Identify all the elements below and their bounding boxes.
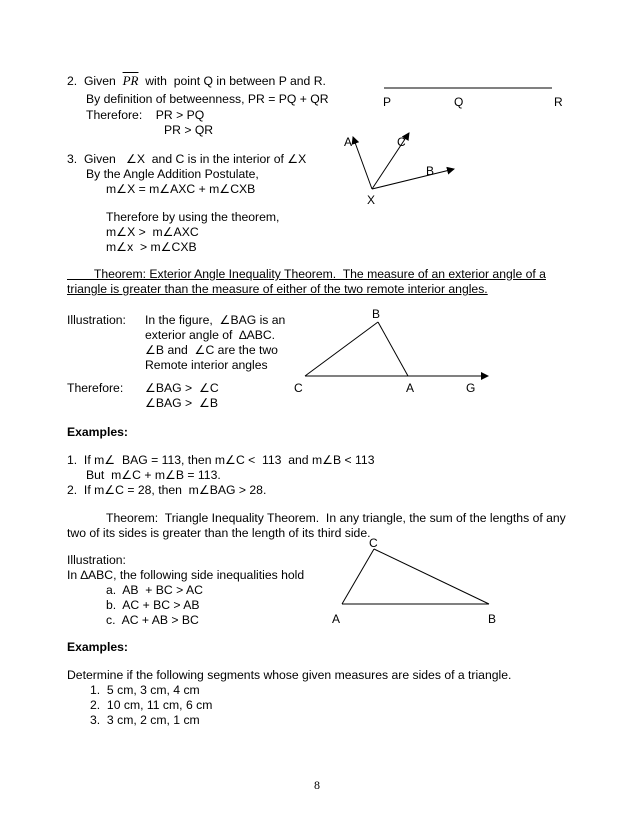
segment-pqr-figure <box>383 88 563 109</box>
item2-line2: By definition of betweenness, PR = PQ + QR <box>86 92 329 106</box>
point-p-label: P <box>383 95 392 109</box>
therefore-line-2: ∠BAG > ∠B <box>145 396 218 410</box>
tri-vertex-b-label: B <box>488 612 497 626</box>
triangle-abc-figure <box>332 536 496 626</box>
theorem2-line1: Theorem: Triangle Inequality Theorem. In any triangle, the sum of the lengths of any <box>106 511 566 525</box>
illustration1-text-2: exterior angle of ∆ABC. <box>145 328 276 342</box>
illustration1-text-1: In the figure, ∠BAG is an <box>145 313 286 327</box>
theorem2-line2: two of its sides is greater than the length of its third side. <box>67 526 371 540</box>
point-c-label: C <box>397 135 406 149</box>
item3-number: 3. <box>67 152 78 166</box>
point-r-label: R <box>554 95 563 109</box>
item2-line3: Therefore: PR > PQ <box>86 108 205 122</box>
point-q-label: Q <box>454 95 464 109</box>
theorem1-line1: Theorem: Exterior Angle Inequality Theorem. The measure of an exterior angle of a <box>67 267 546 281</box>
illustration2-item-c: c. AC + AB > BC <box>106 613 199 627</box>
examples1-line-3: 2. If m∠C = 28, then m∠BAG > 28. <box>67 483 267 497</box>
examples2-item-1: 1. 5 cm, 3 cm, 4 cm <box>90 683 200 697</box>
therefore-label: Therefore: <box>67 381 124 395</box>
illustration2-label: Illustration: <box>67 553 126 567</box>
item2-number: 2. <box>67 74 78 88</box>
angle-x-figure <box>344 133 454 207</box>
point-b-label: B <box>426 164 435 178</box>
item3-line5: m∠X > m∠AXC <box>106 225 199 239</box>
side-cb2 <box>374 549 489 604</box>
item3-line6: m∠x > m∠CXB <box>106 240 197 254</box>
illustration2-item-b: b. AC + BC > AB <box>106 598 200 612</box>
illustration1-text-3: ∠B and ∠C are the two <box>145 343 278 357</box>
item3-line4: Therefore by using the theorem, <box>106 210 280 224</box>
tri-vertex-a-label: A <box>332 612 341 626</box>
segment-pr-label: $\overline{PR}$ <box>122 73 139 88</box>
exterior-angle-figure <box>294 307 488 395</box>
item3-line1-text: Given ∠X and C is in the interior of ∠X <box>83 152 307 166</box>
point-g-label: G <box>466 381 476 395</box>
item3-line3: m∠X = m∠AXC + m∠CXB <box>106 182 256 196</box>
illustration2-item-a: a. AB + BC > AC <box>106 583 203 597</box>
item2-rest: with point Q in between P and R. <box>145 74 326 88</box>
examples1-line-1: 1. If m∠ BAG = 113, then m∠C < 113 and m∠B < 113 <box>67 453 375 467</box>
illustration1-label: Illustration: <box>67 313 126 327</box>
side-ac <box>342 549 374 604</box>
side-ba <box>378 322 408 376</box>
vertex-a-label: A <box>406 381 415 395</box>
examples2-prompt: Determine if the following segments whose given measures are sides of a triangle. <box>67 668 512 682</box>
illustration1-text-4: Remote interior angles <box>145 358 268 372</box>
therefore-line-1: ∠BAG > ∠C <box>145 381 219 395</box>
examples1-line-2: But m∠C + m∠B = 113. <box>86 468 221 482</box>
theorem1-line2: triangle is greater than the measure of either of the two remote interior angles. <box>67 282 488 296</box>
tri-vertex-c-label: C <box>369 536 378 550</box>
ray-xa <box>353 137 372 189</box>
item3-line2: By the Angle Addition Postulate, <box>86 167 259 181</box>
illustration2-intro: In ∆ABC, the following side inequalities hold <box>67 568 305 582</box>
item2-line4: PR > QR <box>164 123 214 137</box>
examples2-item-2: 2. 10 cm, 11 cm, 6 cm <box>90 698 213 712</box>
item2-given: Given <box>83 74 116 88</box>
vertex-b-label: B <box>372 307 381 321</box>
vertex-c-label: C <box>294 381 303 395</box>
point-a-label: A <box>344 135 353 149</box>
page-number: 8 <box>314 778 320 792</box>
ray-xb <box>372 169 454 189</box>
side-cb <box>305 322 378 376</box>
examples1-heading: Examples: <box>67 425 128 439</box>
vertex-x-label: X <box>367 193 376 207</box>
examples2-item-3: 3. 3 cm, 2 cm, 1 cm <box>90 713 200 727</box>
examples2-heading: Examples: <box>67 640 128 654</box>
